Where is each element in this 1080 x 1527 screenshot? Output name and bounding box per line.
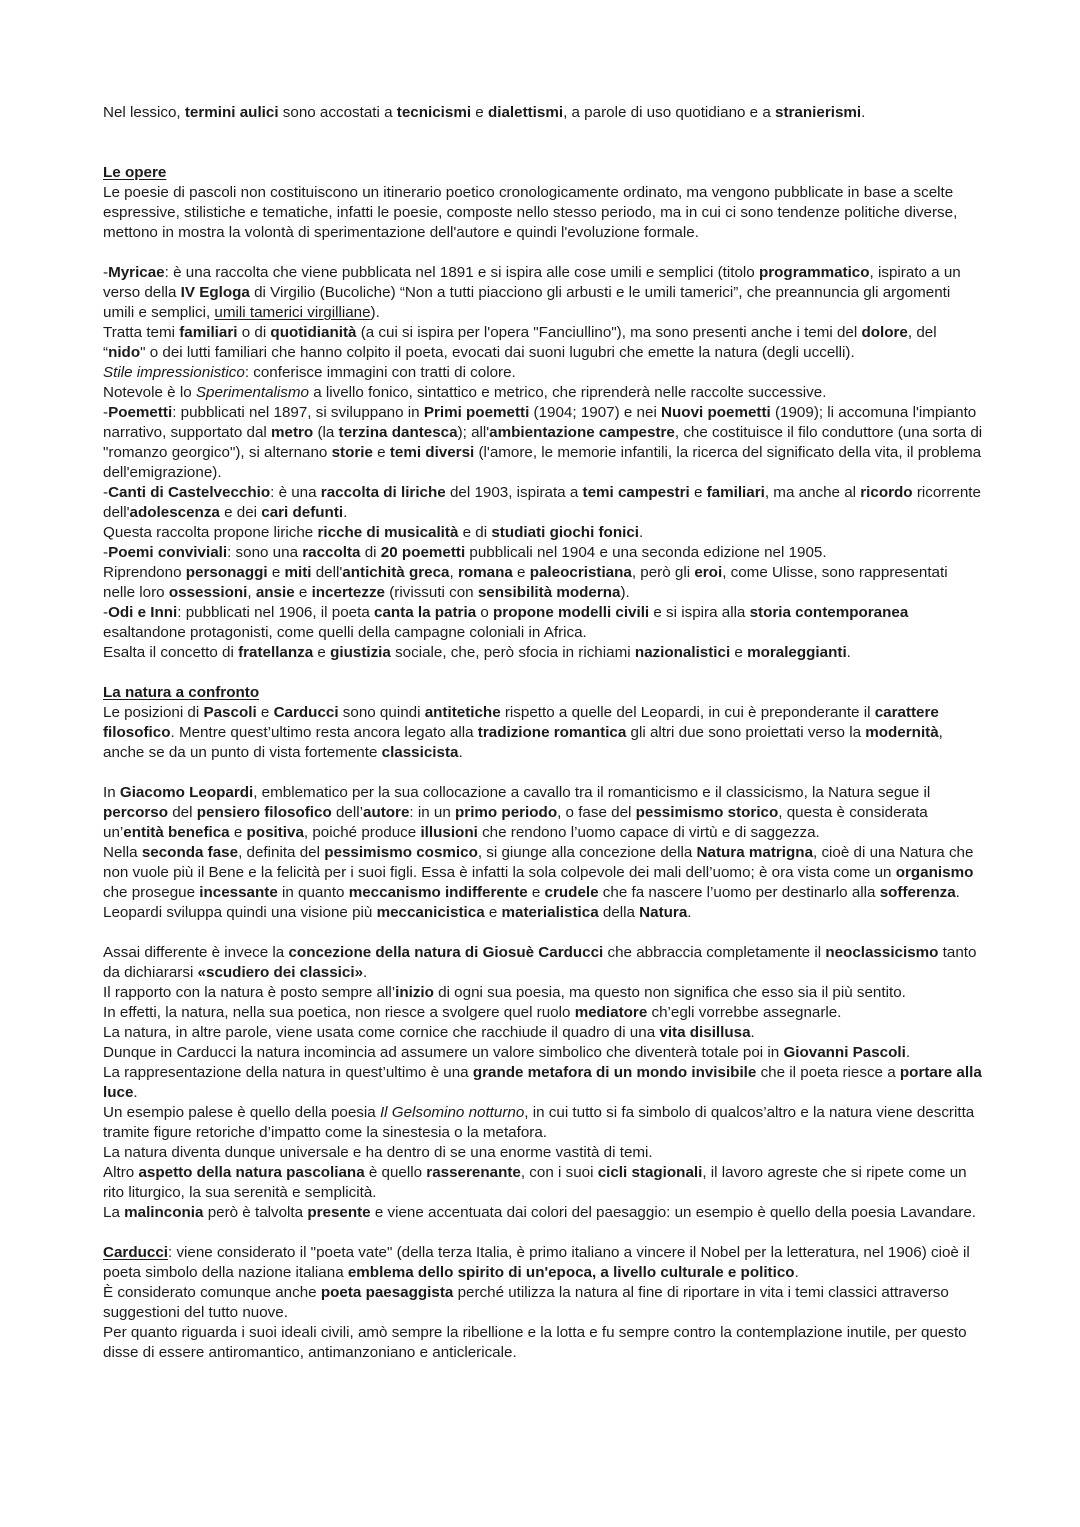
bold-text: dolore bbox=[861, 324, 908, 341]
text-run: della bbox=[598, 904, 640, 921]
text-run: : pubblicati nel 1906, il poeta bbox=[177, 604, 374, 621]
bold-text: giustizia bbox=[330, 644, 391, 661]
text-run: , cioè di una Natura che non vuole più il Bene e la felicità per i suoi figli. Essa è infatti la sola colpevole dei mali dell’uomo; è ora vista come un bbox=[103, 844, 974, 881]
text-run: - bbox=[103, 264, 109, 281]
text-run: e bbox=[229, 824, 247, 841]
text-run: , il lavoro agreste che si ripete come un rito liturgico, la sua serenità e semplicità. bbox=[103, 1164, 967, 1201]
paragraph bbox=[103, 903, 983, 923]
bold-text: illusioni bbox=[420, 824, 478, 841]
bold-text: Natura bbox=[639, 904, 688, 921]
text-run: Tratta temi bbox=[103, 324, 180, 341]
text-run: . bbox=[639, 524, 644, 541]
text-run: : in un bbox=[409, 804, 456, 821]
bold-text: classicista bbox=[381, 744, 459, 761]
paragraph bbox=[103, 183, 983, 243]
paragraph-spacer bbox=[103, 923, 983, 943]
bold-text: incertezze bbox=[311, 584, 386, 601]
bold-text: programmatico bbox=[758, 264, 870, 281]
text-run: (la bbox=[313, 424, 339, 441]
text-run: , ispirato a un verso della bbox=[103, 264, 961, 301]
bold-text: modernità bbox=[865, 724, 939, 741]
text-run: Altro bbox=[103, 1164, 139, 1181]
text-run: . bbox=[363, 964, 368, 981]
bold-text: emblema dello spirito di un'epoca, a livello culturale e politico bbox=[347, 1264, 795, 1281]
text-run: Assai differente è invece la bbox=[103, 944, 289, 961]
text-run: e dei bbox=[219, 504, 262, 521]
text-run: . bbox=[955, 884, 960, 901]
text-run: ). bbox=[370, 304, 380, 321]
underlined-heading-text: Le opere bbox=[103, 164, 167, 181]
bold-text: IV Egloga bbox=[180, 284, 250, 301]
text-run: che prosegue bbox=[103, 884, 200, 901]
text-run: perché utilizza la natura al fine di riportare in vita i temi classici attraverso suggestioni del tutto nuove. bbox=[103, 1284, 949, 1321]
bold-text: studiati giochi fonici bbox=[491, 524, 639, 541]
paragraph bbox=[103, 363, 983, 383]
text-run: dell’ bbox=[331, 804, 363, 821]
text-run: In bbox=[103, 784, 120, 801]
text-run: dell' bbox=[311, 564, 343, 581]
bold-text: meccanicistica bbox=[376, 904, 485, 921]
bold-text: ansie bbox=[255, 584, 295, 601]
paragraph bbox=[103, 103, 983, 123]
paragraph bbox=[103, 1283, 983, 1323]
paragraph-spacer bbox=[103, 243, 983, 263]
bold-text: positiva bbox=[246, 824, 304, 841]
paragraph bbox=[103, 1023, 983, 1043]
text-run: sono quindi bbox=[338, 704, 425, 721]
bold-text: cari defunti bbox=[261, 504, 344, 521]
bold-text: 20 poemetti bbox=[380, 544, 466, 561]
text-run: In effetti, la natura, nella sua poetica, non riesce a svolgere quel ruolo bbox=[103, 1004, 575, 1021]
text-run: Le poesie di pascoli non costituiscono un itinerario poetico cronologicamente ordinato, ma vengono pubblicate in base a scelte espressive, stilistiche e tematiche, infatti le poesie, composte nello stesso periodo, ma in cui ci sono tendenze politiche diverse, mettono in mostra la volontà di sperimentazione dell'autore e quindi l'evoluzione formale. bbox=[103, 184, 958, 241]
paragraph bbox=[103, 323, 983, 363]
text-run: , o fase del bbox=[557, 804, 636, 821]
bold-text: personaggi bbox=[185, 564, 268, 581]
bold-text: sensibilità moderna bbox=[477, 584, 621, 601]
bold-text: canta la patria bbox=[374, 604, 477, 621]
text-run: del bbox=[168, 804, 197, 821]
text-run: ricorrente dell' bbox=[103, 484, 981, 521]
text-run: e bbox=[484, 904, 502, 921]
bold-text: pessimismo cosmico bbox=[324, 844, 478, 861]
text-run: . bbox=[687, 904, 692, 921]
text-run: (1904; 1907) e nei bbox=[529, 404, 662, 421]
text-run: . bbox=[905, 1044, 911, 1061]
text-run: , si giunge alla concezione della bbox=[477, 844, 697, 861]
section-heading bbox=[103, 163, 983, 183]
text-run: Nella bbox=[103, 844, 142, 861]
bold-text: neoclassicismo bbox=[825, 944, 939, 961]
text-run: , questa è considerata un’ bbox=[103, 804, 928, 841]
bold-text: primo periodo bbox=[455, 804, 558, 821]
text-run: e bbox=[294, 584, 312, 601]
text-run: Dunque in Carducci la natura incomincia ad assumere un valore simbolico che diventerà totale poi in bbox=[103, 1044, 784, 1061]
text-run: : viene considerato il "poeta vate" (della terza Italia, è primo italiano a vincere il Nobel per la letteratura, nel 1906) cioè il poeta simbolo della nazione italiana bbox=[103, 1244, 970, 1281]
bold-text: Natura matrigna bbox=[696, 844, 814, 861]
bold-text: Myricae bbox=[108, 264, 165, 281]
bold-text: dialettismi bbox=[487, 104, 564, 121]
bold-text: rasserenante bbox=[426, 1164, 521, 1181]
text-run: sono accostati a bbox=[278, 104, 397, 121]
paragraph bbox=[103, 603, 983, 643]
bold-text: ricche di musicalità bbox=[317, 524, 459, 541]
text-run: - bbox=[103, 604, 109, 621]
text-run: La rappresentazione della natura in quest’ultimo è una bbox=[103, 1064, 473, 1081]
paragraph bbox=[103, 1143, 983, 1163]
text-run: (a cui si ispira per l'opera "Fanciullino"), ma sono presenti anche i temi del bbox=[356, 324, 862, 341]
text-run: del 1903, ispirata a bbox=[445, 484, 583, 501]
underlined-heading-text: Carducci bbox=[103, 1244, 168, 1261]
text-run: di bbox=[360, 544, 381, 561]
text-run: La bbox=[103, 1204, 125, 1221]
text-run: - bbox=[103, 404, 109, 421]
bold-text: ambientazione campestre bbox=[489, 424, 675, 441]
paragraph bbox=[103, 703, 983, 763]
text-run: (l'amore, le memorie infantili, la ricerca del significato della vita, il problema dell'emigrazione). bbox=[103, 444, 982, 481]
text-run: in quanto bbox=[277, 884, 349, 901]
paragraph bbox=[103, 1323, 983, 1363]
text-run: : è una bbox=[270, 484, 321, 501]
text-run: , a parole di uso quotidiano e a bbox=[563, 104, 776, 121]
text-run: , come Ulisse, sono rappresentati nelle loro bbox=[103, 564, 948, 601]
bold-text: termini aulici bbox=[184, 104, 279, 121]
text-run: , bbox=[247, 584, 256, 601]
italic-text: Stile impressionistico bbox=[103, 364, 245, 381]
text-run: . bbox=[133, 1084, 138, 1101]
paragraph bbox=[103, 1043, 983, 1063]
bold-text: aspetto della natura pascoliana bbox=[138, 1164, 365, 1181]
bold-text: miti bbox=[284, 564, 312, 581]
text-run: e bbox=[527, 884, 545, 901]
paragraph-spacer bbox=[103, 1223, 983, 1243]
text-run: . bbox=[343, 504, 348, 521]
text-run: Leopardi sviluppa quindi una visione più bbox=[103, 904, 377, 921]
text-run: di ogni sua poesia, ma questo non significa che esso sia il più sentito. bbox=[433, 984, 906, 1001]
bold-text: storia contemporanea bbox=[749, 604, 909, 621]
bold-text: storie bbox=[331, 444, 373, 461]
text-run: , poiché produce bbox=[303, 824, 421, 841]
text-run: Riprendono bbox=[103, 564, 186, 581]
paragraph bbox=[103, 983, 983, 1003]
text-run: Le posizioni di bbox=[103, 704, 204, 721]
text-run: . bbox=[750, 1024, 755, 1041]
text-run: a livello fonico, sintattico e metrico, che riprenderà nelle raccolte successive. bbox=[308, 384, 827, 401]
text-run: o di bbox=[237, 324, 271, 341]
text-run: , definita del bbox=[238, 844, 325, 861]
paragraph bbox=[103, 563, 983, 603]
paragraph bbox=[103, 1243, 983, 1283]
bold-text: quotidianità bbox=[270, 324, 357, 341]
text-run: È considerato comunque anche bbox=[103, 1284, 321, 1301]
text-run: e di bbox=[458, 524, 492, 541]
text-run: - bbox=[103, 544, 109, 561]
bold-text: carattere filosofico bbox=[103, 704, 939, 741]
text-run: o bbox=[476, 604, 494, 621]
text-run: , ma anche al bbox=[764, 484, 861, 501]
text-run: : è una raccolta che viene pubblicata nel 1891 e si ispira alle cose umili e semplici (titolo bbox=[164, 264, 759, 281]
bold-text: propone modelli civili bbox=[493, 604, 650, 621]
paragraph bbox=[103, 1203, 983, 1223]
bold-text: mediatore bbox=[574, 1004, 648, 1021]
bold-text: crudele bbox=[544, 884, 599, 901]
bold-text: pessimismo storico bbox=[635, 804, 779, 821]
text-run: e bbox=[512, 564, 530, 581]
paragraph bbox=[103, 403, 983, 483]
bold-text: incessante bbox=[199, 884, 278, 901]
text-run: e bbox=[689, 484, 707, 501]
text-run: - bbox=[103, 484, 109, 501]
paragraph-spacer bbox=[103, 663, 983, 683]
bold-text: ricordo bbox=[860, 484, 913, 501]
bold-text: raccolta bbox=[302, 544, 361, 561]
section-heading bbox=[103, 683, 983, 703]
paragraph bbox=[103, 1003, 983, 1023]
paragraph bbox=[103, 1103, 983, 1143]
text-run: . Mentre quest’ultimo resta ancora legato alla bbox=[170, 724, 478, 741]
paragraph-spacer bbox=[103, 123, 983, 163]
bold-text: meccanismo indifferente bbox=[348, 884, 528, 901]
bold-text: Nuovi poemetti bbox=[661, 404, 771, 421]
text-run: , bbox=[449, 564, 458, 581]
underlined-heading-text: La natura a confronto bbox=[103, 684, 260, 701]
paragraph bbox=[103, 1163, 983, 1203]
bold-text: nido bbox=[108, 344, 141, 361]
text-run: La natura, in altre parole, viene usata come cornice che racchiude il quadro di una bbox=[103, 1024, 660, 1041]
bold-text: moraleggianti bbox=[747, 644, 847, 661]
text-run: che fa nascere l’uomo per destinarlo alla bbox=[598, 884, 880, 901]
bold-text: Canti di Castelvecchio bbox=[108, 484, 271, 501]
bold-text: presente bbox=[307, 1204, 371, 1221]
text-run: , anche se da un punto di vista fortemente bbox=[103, 724, 943, 761]
bold-text: stranierismi bbox=[775, 104, 862, 121]
paragraph bbox=[103, 643, 983, 663]
text-run: , con i suoi bbox=[520, 1164, 598, 1181]
text-run: , però gli bbox=[631, 564, 695, 581]
text-run: e bbox=[256, 704, 274, 721]
paragraph bbox=[103, 523, 983, 543]
text-run: Esalta il concetto di bbox=[103, 644, 239, 661]
text-run: e bbox=[313, 644, 331, 661]
text-run: esaltandone protagonisti, come quelli della campagne coloniali in Africa. bbox=[103, 624, 587, 641]
text-run: : conferisce immagini con tratti di colore. bbox=[244, 364, 516, 381]
bold-text: Poemetti bbox=[108, 404, 173, 421]
bold-text: malinconia bbox=[124, 1204, 204, 1221]
bold-text: Primi poemetti bbox=[423, 404, 530, 421]
bold-text: raccolta di liriche bbox=[320, 484, 446, 501]
text-run: . bbox=[794, 1264, 799, 1281]
bold-text: ossessioni bbox=[168, 584, 248, 601]
text-run: , che costituisce il filo conduttore (una sorta di "romanzo georgico"), si alternano bbox=[103, 424, 983, 461]
text-run: gli altri due sono proiettati verso la bbox=[626, 724, 866, 741]
text-run: sociale, che, però sfocia in richiami bbox=[390, 644, 635, 661]
paragraph bbox=[103, 543, 983, 563]
bold-text: cicli stagionali bbox=[597, 1164, 703, 1181]
text-run: e bbox=[730, 644, 748, 661]
bold-text: terzina dantesca bbox=[338, 424, 458, 441]
text-run: Nel lessico, bbox=[103, 104, 185, 121]
text-run: Il rapporto con la natura è posto sempre all’ bbox=[103, 984, 396, 1001]
bold-text: concezione della natura di Giosuè Carducci bbox=[288, 944, 604, 961]
bold-text: Odi e Inni bbox=[108, 604, 178, 621]
bold-text: organismo bbox=[895, 864, 974, 881]
text-run: che il poeta riesce a bbox=[756, 1064, 900, 1081]
italic-text: Il Gelsomino notturno bbox=[379, 1104, 525, 1121]
bold-text: poeta paesaggista bbox=[320, 1284, 454, 1301]
text-run: : pubblicati nel 1897, si sviluppano in bbox=[172, 404, 424, 421]
paragraph-spacer bbox=[103, 763, 983, 783]
bold-text: familiari bbox=[179, 324, 238, 341]
text-run: (1909); li accomuna l'impianto narrativo, supportato dal bbox=[103, 404, 977, 441]
text-run: però è talvolta bbox=[203, 1204, 308, 1221]
bold-text: Giovanni Pascoli bbox=[783, 1044, 906, 1061]
paragraph bbox=[103, 843, 983, 903]
text-run: La natura diventa dunque universale e ha dentro di se una enorme vastità di temi. bbox=[103, 1144, 653, 1161]
paragraph bbox=[103, 1063, 983, 1103]
bold-text: percorso bbox=[103, 804, 168, 821]
text-run: , emblematico per la sua collocazione a cavallo tra il romanticismo e il classicismo, la Natura segue il bbox=[253, 784, 931, 801]
text-run: . bbox=[458, 744, 463, 761]
text-run: . bbox=[861, 104, 866, 121]
text-run: di Virgilio (Bucoliche) “Non a tutti piacciono gli arbusti e le umili tamerici”, che preannuncia gli argomenti umili e semplici, bbox=[103, 284, 951, 321]
text-run: e si ispira alla bbox=[649, 604, 750, 621]
text-run: ch’egli vorrebbe assegnarle. bbox=[647, 1004, 842, 1021]
bold-text: temi diversi bbox=[389, 444, 475, 461]
text-run: ); all' bbox=[457, 424, 490, 441]
bold-text: antitetiche bbox=[424, 704, 501, 721]
bold-text: portare alla luce bbox=[103, 1064, 982, 1101]
bold-text: temi campestri bbox=[582, 484, 690, 501]
paragraph bbox=[103, 383, 983, 403]
bold-text: fratellanza bbox=[238, 644, 314, 661]
bold-text: inizio bbox=[395, 984, 434, 1001]
text-run: e bbox=[372, 444, 390, 461]
italic-text: Sperimentalismo bbox=[195, 384, 309, 401]
text-run: e bbox=[471, 104, 488, 121]
text-run: ). bbox=[620, 584, 630, 601]
paragraph bbox=[103, 263, 983, 323]
text-run: Questa raccolta propone liriche bbox=[103, 524, 318, 541]
bold-text: familiari bbox=[706, 484, 765, 501]
bold-text: pensiero filosofico bbox=[196, 804, 332, 821]
bold-text: autore bbox=[363, 804, 410, 821]
bold-text: Pascoli bbox=[203, 704, 257, 721]
bold-text: romana bbox=[457, 564, 513, 581]
bold-text: adolescenza bbox=[129, 504, 220, 521]
bold-text: tradizione romantica bbox=[477, 724, 627, 741]
text-run: Un esempio palese è quello della poesia bbox=[103, 1104, 380, 1121]
text-run: che abbraccia completamente il bbox=[603, 944, 826, 961]
bold-text: paleocristiana bbox=[529, 564, 632, 581]
text-run: , in cui tutto si fa simbolo di qualcos’altro e la natura viene descritta tramite figure retoriche d’impatto come la sinestesia o la metafora. bbox=[103, 1104, 975, 1141]
text-run: tanto da dichiararsi bbox=[103, 944, 977, 981]
bold-text: nazionalistici bbox=[634, 644, 731, 661]
bold-text: materialistica bbox=[501, 904, 599, 921]
paragraph bbox=[103, 943, 983, 983]
bold-text: Poemi conviviali bbox=[108, 544, 228, 561]
paragraph bbox=[103, 783, 983, 843]
underlined-text: umili tamerici virgilliane bbox=[214, 304, 371, 321]
bold-text: grande metafora di un mondo invisibile bbox=[472, 1064, 757, 1081]
bold-text: Carducci bbox=[273, 704, 339, 721]
bold-text: sofferenza bbox=[879, 884, 956, 901]
text-run: Notevole è lo bbox=[103, 384, 196, 401]
text-run: Per quanto riguarda i suoi ideali civili, amò sempre la ribellione e la lotta e fu sempre contro la contemplazione inutile, per questo disse di essere antiromantico, antimanzoniano e anticlericale. bbox=[103, 1324, 967, 1361]
bold-text: «scudiero dei classici» bbox=[197, 964, 364, 981]
bold-text: eroi bbox=[694, 564, 723, 581]
text-run: e bbox=[267, 564, 285, 581]
document-page bbox=[103, 103, 983, 1363]
paragraph bbox=[103, 483, 983, 523]
bold-text: antichità greca bbox=[342, 564, 450, 581]
text-run: " o dei lutti familiari che hanno colpito il poeta, evocati dai suoni lugubri che emette la natura (degli uccelli). bbox=[140, 344, 855, 361]
bold-text: tecnicismi bbox=[396, 104, 472, 121]
bold-text: Giacomo Leopardi bbox=[119, 784, 254, 801]
text-run: e viene accentuata dai colori del paesaggio: un esempio è quello della poesia Lavandare. bbox=[370, 1204, 977, 1221]
bold-text: seconda fase bbox=[141, 844, 239, 861]
bold-text: entità benefica bbox=[123, 824, 230, 841]
text-run: rispetto a quelle del Leopardi, in cui è preponderante il bbox=[500, 704, 875, 721]
bold-text: metro bbox=[271, 424, 314, 441]
text-run: pubblicali nel 1904 e una seconda edizione nel 1905. bbox=[465, 544, 827, 561]
text-run: che rendono l’uomo capace di virtù e di saggezza. bbox=[477, 824, 820, 841]
bold-text: vita disillusa bbox=[659, 1024, 751, 1041]
text-run: è quello bbox=[364, 1164, 427, 1181]
text-run: . bbox=[846, 644, 851, 661]
text-run: : sono una bbox=[227, 544, 303, 561]
text-run: (rivissuti con bbox=[385, 584, 478, 601]
text-run: , del “ bbox=[103, 324, 937, 361]
